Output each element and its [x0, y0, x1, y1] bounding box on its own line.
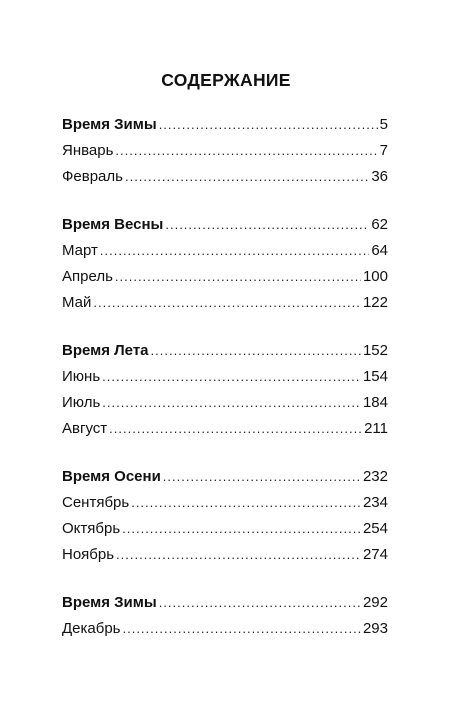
toc-section: [62, 464, 388, 568]
toc-entry[interactable]: [62, 138, 388, 164]
chapter-label: Сентябрь: [62, 494, 130, 511]
section-heading-label: Время Весны: [62, 216, 164, 233]
dot-leader: [159, 112, 378, 138]
toc-section: [62, 112, 388, 190]
toc-entry[interactable]: [62, 164, 388, 190]
toc-section-heading[interactable]: [62, 212, 388, 238]
dot-leader: [115, 138, 377, 164]
toc-section-heading[interactable]: [62, 464, 388, 490]
section-heading-label: Время Осени: [62, 468, 161, 485]
page-number: 64: [371, 242, 388, 259]
page-number: 274: [362, 546, 388, 563]
chapter-label: Июнь: [62, 368, 101, 385]
toc-entry[interactable]: [62, 542, 388, 568]
section-heading-label: Время Зимы: [62, 116, 157, 133]
page-number: 292: [362, 594, 388, 611]
dot-leader: [93, 290, 361, 316]
page-number: 184: [362, 394, 388, 411]
page-number: 293: [362, 620, 388, 637]
page-number: 36: [371, 168, 388, 185]
dot-leader: [131, 490, 361, 516]
chapter-label: Апрель: [62, 268, 113, 285]
dot-leader: [115, 264, 361, 290]
toc-entry[interactable]: [62, 490, 388, 516]
toc-entry[interactable]: [62, 238, 388, 264]
dot-leader: [116, 542, 361, 568]
chapter-label: Октябрь: [62, 520, 121, 537]
dot-leader: [122, 516, 361, 542]
toc-section-heading[interactable]: [62, 338, 388, 364]
toc-section-heading[interactable]: [62, 590, 388, 616]
toc-title: СОДЕРЖАНИЕ: [161, 70, 291, 90]
section-heading-label: Время Лета: [62, 342, 149, 359]
page-number: 254: [362, 520, 388, 537]
page-number: 234: [362, 494, 388, 511]
chapter-label: Январь: [62, 142, 114, 159]
page-number: 152: [362, 342, 388, 359]
dot-leader: [165, 212, 369, 238]
page-number: 122: [362, 294, 388, 311]
page-number: 232: [362, 468, 388, 485]
toc-entry[interactable]: [62, 264, 388, 290]
page-number: 154: [362, 368, 388, 385]
page-number: 7: [379, 142, 388, 159]
page-number: 62: [371, 216, 388, 233]
toc-entry[interactable]: [62, 516, 388, 542]
chapter-label: Ноябрь: [62, 546, 115, 563]
chapter-label: Декабрь: [62, 620, 121, 637]
page-number: 211: [364, 420, 388, 437]
toc-section: [62, 590, 388, 642]
chapter-label: Март: [62, 242, 98, 259]
toc-entry[interactable]: [62, 616, 388, 642]
dot-leader: [100, 238, 369, 264]
dot-leader: [102, 390, 361, 416]
dot-leader: [151, 338, 361, 364]
dot-leader: [163, 464, 361, 490]
chapter-label: Май: [62, 294, 92, 311]
dot-leader: [122, 616, 360, 642]
toc-entry[interactable]: [62, 416, 388, 442]
chapter-label: Июль: [62, 394, 101, 411]
dot-leader: [102, 364, 361, 390]
toc-section: [62, 338, 388, 442]
chapter-label: Февраль: [62, 168, 123, 185]
page-number: 100: [362, 268, 388, 285]
toc-entry[interactable]: [62, 290, 388, 316]
toc-entry[interactable]: [62, 390, 388, 416]
dot-leader: [159, 590, 361, 616]
page-number: 5: [379, 116, 388, 133]
dot-leader: [125, 164, 369, 190]
toc-section-heading[interactable]: [62, 112, 388, 138]
dot-leader: [109, 416, 362, 442]
toc-section: [62, 212, 388, 316]
section-heading-label: Время Зимы: [62, 594, 157, 611]
chapter-label: Август: [62, 420, 108, 437]
table-of-contents: [62, 112, 388, 642]
toc-entry[interactable]: [62, 364, 388, 390]
